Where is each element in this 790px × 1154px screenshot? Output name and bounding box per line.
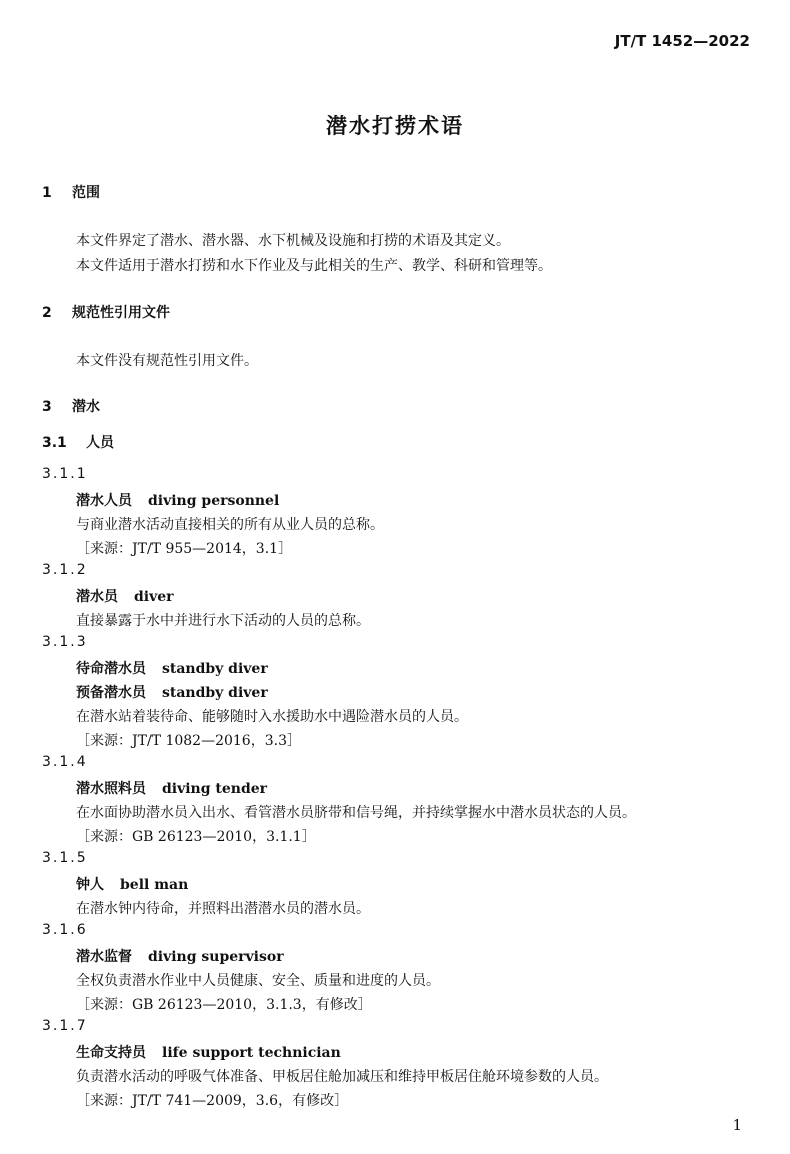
term-en: standby diver xyxy=(162,685,268,701)
section-title: 规范性引用文件 xyxy=(72,305,170,321)
term-zh: 潜水监督 xyxy=(76,949,132,965)
entry-number: 3.1.2 xyxy=(42,562,88,578)
entry-number: 3.1.3 xyxy=(42,634,88,650)
term-en: diver xyxy=(134,589,174,605)
term-zh: 潜水员 xyxy=(76,589,118,605)
section-number: 2 xyxy=(42,305,52,321)
term xyxy=(76,778,267,798)
source-note: ［来源：JT/T 1082—2016，3.3］ xyxy=(76,733,301,749)
term-zh: 潜水人员 xyxy=(76,493,132,509)
term-zh: 生命支持员 xyxy=(76,1045,146,1061)
term xyxy=(76,586,174,606)
source-note: ［来源：JT/T 741—2009，3.6，有修改］ xyxy=(76,1093,349,1109)
term-zh: 预备潜水员 xyxy=(76,685,146,701)
section-title: 人员 xyxy=(86,435,114,451)
section-title: 潜水 xyxy=(72,399,100,415)
standard-number: JT/T 1452—2022 xyxy=(614,32,750,50)
definition: 在潜水站着装待命、能够随时入水援助水中遇险潜水员的人员。 xyxy=(76,709,468,725)
term-en: diving personnel xyxy=(148,493,280,509)
term-en: life support technician xyxy=(162,1045,341,1061)
section-1-heading xyxy=(42,182,100,202)
entry-number: 3.1.6 xyxy=(42,922,88,938)
definition: 在水面协助潜水员入出水、看管潜水员脐带和信号绳，并持续掌握水中潜水员状态的人员。 xyxy=(76,805,636,821)
term-zh: 潜水照料员 xyxy=(76,781,146,797)
term-zh: 钟人 xyxy=(76,877,104,893)
source-note: ［来源：JT/T 955—2014，3.1］ xyxy=(76,541,293,557)
term-en: bell man xyxy=(120,877,189,893)
section-title: 范围 xyxy=(72,185,100,201)
entry-number: 3.1.4 xyxy=(42,754,88,770)
term xyxy=(76,946,284,966)
paragraph: 本文件界定了潜水、潜水器、水下机械及设施和打捞的术语及其定义。 xyxy=(76,233,510,249)
term-en: standby diver xyxy=(162,661,268,677)
term xyxy=(76,1042,341,1062)
source-note: ［来源：GB 26123—2010，3.1.3，有修改］ xyxy=(76,997,372,1013)
section-number: 1 xyxy=(42,185,52,201)
document-title: 潜水打捞术语 xyxy=(326,114,464,138)
section-3-1-heading xyxy=(42,432,114,452)
paragraph: 本文件没有规范性引用文件。 xyxy=(76,353,258,369)
term-zh: 待命潜水员 xyxy=(76,661,146,677)
section-3-heading xyxy=(42,396,100,416)
term xyxy=(76,874,188,894)
term xyxy=(76,490,279,510)
term-en: diving tender xyxy=(162,781,268,797)
entry-number: 3.1.5 xyxy=(42,850,88,866)
section-number: 3.1 xyxy=(42,435,67,451)
term xyxy=(76,658,268,678)
definition: 负责潜水活动的呼吸气体准备、甲板居住舱加减压和维持甲板居住舱环境参数的人员。 xyxy=(76,1069,608,1085)
paragraph: 本文件适用于潜水打捞和水下作业及与此相关的生产、教学、科研和管理等。 xyxy=(76,258,552,274)
page-number: 1 xyxy=(732,1116,742,1134)
entry-number: 3.1.1 xyxy=(42,466,88,482)
definition: 在潜水钟内待命，并照料出潜潜水员的潜水员。 xyxy=(76,901,370,917)
term-en: diving supervisor xyxy=(148,949,284,965)
definition: 与商业潜水活动直接相关的所有从业人员的总称。 xyxy=(76,517,384,533)
entry-number: 3.1.7 xyxy=(42,1018,88,1034)
definition: 直接暴露于水中并进行水下活动的人员的总称。 xyxy=(76,613,370,629)
source-note: ［来源：GB 26123—2010，3.1.1］ xyxy=(76,829,316,845)
term xyxy=(76,682,268,702)
definition: 全权负责潜水作业中人员健康、安全、质量和进度的人员。 xyxy=(76,973,440,989)
section-number: 3 xyxy=(42,399,52,415)
section-2-heading xyxy=(42,302,170,322)
